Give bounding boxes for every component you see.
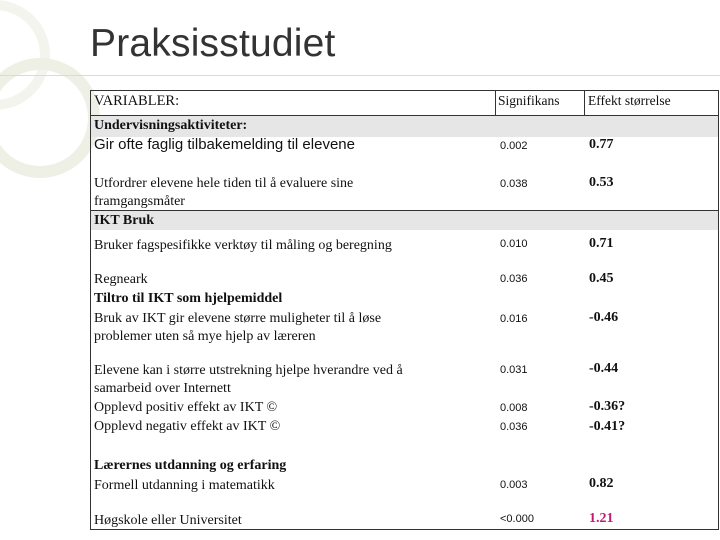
significance-value: 0.036 [500, 273, 528, 285]
effect-value-highlight: 1.21 [589, 511, 614, 526]
effect-value: 0.71 [589, 236, 614, 251]
header-effekt: Effekt størrelse [588, 93, 671, 108]
section-label: Tiltro til IKT som hjelpemiddel [94, 291, 283, 306]
slide-title: Praksisstudiet [90, 22, 336, 65]
col-divider [495, 90, 496, 115]
variable-text: Opplevd positiv effekt av IKT © [94, 400, 278, 415]
significance-value: 0.016 [500, 313, 528, 325]
row-divider [90, 115, 718, 116]
effect-value: -0.44 [589, 361, 619, 376]
significance-value: 0.003 [500, 479, 528, 491]
variable-text: Utfordrer elevene hele tiden til å evaluere sine [94, 176, 354, 191]
variable-text: Gir ofte faglig tilbakemelding til elevene [94, 136, 355, 153]
section-label: Undervisningsaktiviteter: [94, 118, 248, 133]
header-signifikans: Signifikans [498, 93, 560, 108]
decorative-rule [0, 75, 720, 76]
variable-text: Bruker fagspesifikke verktøy til måling og beregning [94, 238, 392, 253]
variable-text: framgangsmåter [94, 194, 185, 209]
effect-value: -0.46 [589, 310, 619, 325]
significance-value: 0.002 [500, 140, 528, 152]
effect-value: -0.36? [589, 399, 626, 414]
significance-value: 0.038 [500, 178, 528, 190]
variable-text: Bruk av IKT gir elevene større muligheter til å løse [94, 311, 382, 326]
section-band [90, 210, 719, 230]
variable-text: Opplevd negativ effekt av IKT © [94, 419, 281, 434]
effect-value: 0.53 [589, 175, 614, 190]
header-variabler: VARIABLER: [94, 93, 180, 109]
effect-value: 0.45 [589, 271, 614, 286]
effect-value: 0.82 [589, 476, 614, 491]
col-divider [584, 90, 585, 115]
decorative-ring [0, 58, 100, 178]
variable-text: Høgskole eller Universitet [94, 513, 242, 528]
section-label: Lærernes utdanning og erfaring [94, 458, 287, 473]
table-border-top [90, 90, 718, 91]
section-label: IKT Bruk [94, 213, 155, 228]
significance-value: 0.010 [500, 238, 528, 250]
significance-value: 0.036 [500, 421, 528, 433]
table-border-left [90, 90, 91, 530]
significance-value: 0.031 [500, 364, 528, 376]
variable-text: Formell utdanning i matematikk [94, 478, 275, 493]
variable-text: Elevene kan i større utstrekning hjelpe hverandre ved å [94, 363, 403, 378]
variable-text: problemer uten så mye hjelp av læreren [94, 329, 316, 344]
effect-value: -0.41? [589, 419, 626, 434]
table-border-right [718, 90, 719, 530]
variable-text: Regneark [94, 272, 148, 287]
significance-value: 0.008 [500, 402, 528, 414]
significance-value: <0.000 [500, 513, 534, 525]
effect-value: 0.77 [589, 137, 614, 152]
variable-text: samarbeid over Internett [94, 381, 231, 396]
